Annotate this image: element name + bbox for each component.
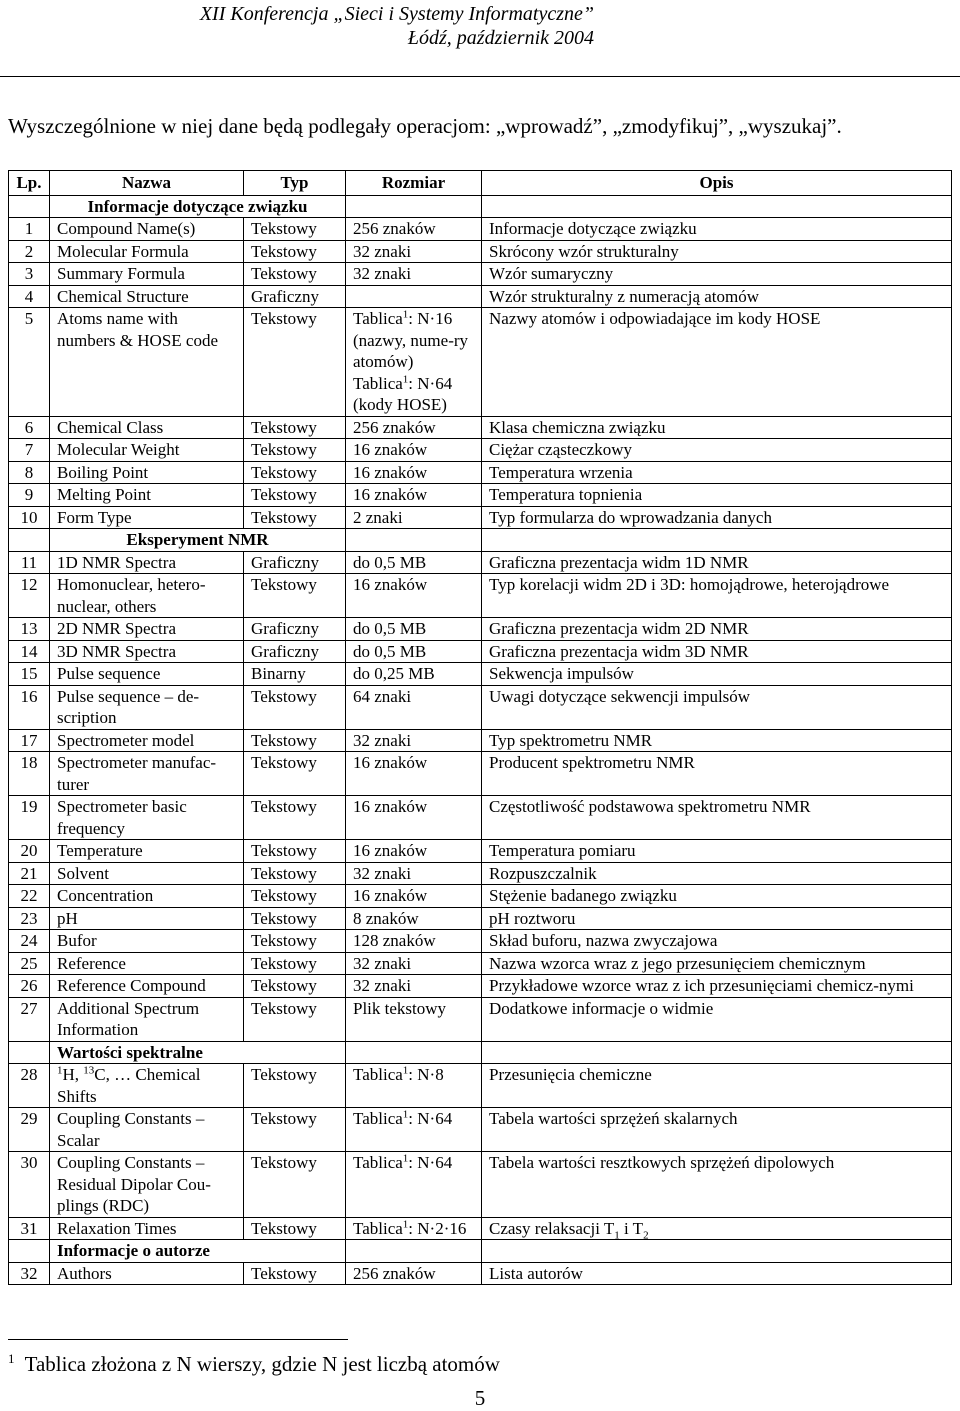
row-opis: Ciężar cząsteczkowy (482, 439, 952, 462)
rozmiar-part: : N·64 (408, 1109, 453, 1128)
row-rozmiar: 16 znaków (346, 840, 482, 863)
header-rozmiar: Rozmiar (346, 171, 482, 196)
row-typ: Tekstowy (244, 885, 346, 908)
section-row (9, 1240, 952, 1263)
row-nazwa: Relaxation Times (50, 1217, 244, 1240)
row-nazwa: Authors (50, 1262, 244, 1285)
row-lp: 25 (9, 952, 50, 975)
row-opis: Graficzna prezentacja widm 3D NMR (482, 640, 952, 663)
rozmiar-part: : N·8 (408, 1065, 444, 1084)
subscript: 1 (614, 1228, 620, 1241)
row-rozmiar: do 0,5 MB (346, 551, 482, 574)
row-opis: Rozpuszczalnik (482, 862, 952, 885)
opis-part: i T (619, 1218, 644, 1238)
footnote (8, 1352, 500, 1377)
table-row (9, 618, 952, 641)
intro-text: Wyszczególnione w niej dane będą podlegały operacjom: „wprowadź”, „zmodyfikuj”, „wyszukaj”. (8, 114, 842, 138)
row-lp: 31 (9, 1217, 50, 1240)
row-lp: 26 (9, 975, 50, 998)
footnote-ref: 1 (402, 372, 409, 385)
row-typ: Tekstowy (244, 975, 346, 998)
row-rozmiar: 32 znaki (346, 975, 482, 998)
row-typ: Tekstowy (244, 308, 346, 417)
row-opis: Temperatura wrzenia (482, 461, 952, 484)
row-typ: Tekstowy (244, 439, 346, 462)
row-nazwa: Coupling Constants – Scalar (50, 1108, 244, 1152)
row-typ: Tekstowy (244, 218, 346, 241)
row-opis: Wzór sumaryczny (482, 263, 952, 286)
row-typ: Tekstowy (244, 461, 346, 484)
footnote-ref: 1 (402, 1108, 409, 1121)
table-row (9, 1217, 952, 1240)
row-opis: Typ spektrometru NMR (482, 729, 952, 752)
header-typ: Typ (244, 171, 346, 196)
header-rule (0, 76, 960, 77)
row-lp: 14 (9, 640, 50, 663)
row-rozmiar: 32 znaki (346, 952, 482, 975)
table-row (9, 1152, 952, 1218)
row-lp: 18 (9, 752, 50, 796)
table-row (9, 240, 952, 263)
row-rozmiar: 32 znaki (346, 240, 482, 263)
row-lp: 8 (9, 461, 50, 484)
row-nazwa: pH (50, 907, 244, 930)
row-typ: Tekstowy (244, 416, 346, 439)
row-opis: Przesunięcia chemiczne (482, 1064, 952, 1108)
row-rozmiar: 128 znaków (346, 930, 482, 953)
header-opis: Opis (482, 171, 952, 196)
row-nazwa: Spectrometer manufac-turer (50, 752, 244, 796)
nazwa-part: C, … Chemical Shifts (57, 1065, 201, 1106)
table-row (9, 997, 952, 1041)
row-rozmiar (346, 285, 482, 308)
row-rozmiar: 16 znaków (346, 752, 482, 796)
row-opis: Klasa chemiczna związku (482, 416, 952, 439)
footnote-ref: 1 (402, 1152, 409, 1165)
rozmiar-part: : N·64 (408, 1153, 453, 1172)
row-typ: Tekstowy (244, 506, 346, 529)
table-row (9, 1064, 952, 1108)
row-nazwa: Temperature (50, 840, 244, 863)
table-row (9, 484, 952, 507)
table-row (9, 308, 952, 417)
table-row (9, 551, 952, 574)
row-rozmiar: 32 znaki (346, 862, 482, 885)
row-typ: Tekstowy (244, 1152, 346, 1218)
row-lp: 13 (9, 618, 50, 641)
row-lp: 15 (9, 663, 50, 686)
row-rozmiar: 16 znaków (346, 461, 482, 484)
row-nazwa: Chemical Structure (50, 285, 244, 308)
row-typ: Tekstowy (244, 1217, 346, 1240)
row-typ: Graficzny (244, 640, 346, 663)
row-typ: Graficzny (244, 551, 346, 574)
row-nazwa: Reference Compound (50, 975, 244, 998)
table-row (9, 285, 952, 308)
nazwa-part: H, (62, 1065, 84, 1084)
row-typ: Graficzny (244, 618, 346, 641)
footnote-text: Tablica złożona z N wierszy, gdzie N jest liczbą atomów (24, 1352, 500, 1376)
table-row (9, 461, 952, 484)
row-rozmiar: 32 znaki (346, 729, 482, 752)
row-opis: Tabela wartości sprzężeń skalarnych (482, 1108, 952, 1152)
section-title: Eksperyment NMR (50, 529, 346, 552)
table-row (9, 574, 952, 618)
row-nazwa: 1D NMR Spectra (50, 551, 244, 574)
row-opis: Skrócony wzór strukturalny (482, 240, 952, 263)
row-typ: Tekstowy (244, 574, 346, 618)
row-lp: 17 (9, 729, 50, 752)
table-row (9, 663, 952, 686)
row-nazwa: Pulse sequence – de-scription (50, 685, 244, 729)
row-nazwa: Coupling Constants – Residual Dipolar Cou-plings (RDC) (50, 1152, 244, 1218)
row-opis: Graficzna prezentacja widm 1D NMR (482, 551, 952, 574)
row-lp: 5 (9, 308, 50, 417)
table-row (9, 506, 952, 529)
section-row (9, 1041, 952, 1064)
row-rozmiar (346, 1217, 482, 1240)
row-typ: Tekstowy (244, 263, 346, 286)
section-row (9, 195, 952, 218)
row-opis: Częstotliwość podstawowa spektrometru NMR (482, 796, 952, 840)
row-rozmiar: 2 znaki (346, 506, 482, 529)
isotope-mark: 13 (83, 1064, 95, 1077)
row-typ: Tekstowy (244, 952, 346, 975)
row-lp: 22 (9, 885, 50, 908)
row-lp: 1 (9, 218, 50, 241)
row-nazwa: Molecular Weight (50, 439, 244, 462)
row-nazwa: Chemical Class (50, 416, 244, 439)
conference-title: XII Konferencja „Sieci i Systemy Informatyczne” (199, 3, 594, 25)
table-row (9, 416, 952, 439)
row-rozmiar: 256 znaków (346, 218, 482, 241)
row-opis: Typ formularza do wprowadzania danych (482, 506, 952, 529)
row-opis: Wzór strukturalny z numeracją atomów (482, 285, 952, 308)
row-rozmiar: 32 znaki (346, 263, 482, 286)
table-row (9, 729, 952, 752)
table-row (9, 685, 952, 729)
row-lp: 6 (9, 416, 50, 439)
row-rozmiar: 8 znaków (346, 907, 482, 930)
table-row (9, 862, 952, 885)
section-title: Informacje o autorze (50, 1240, 346, 1263)
row-opis: Nazwy atomów i odpowiadające im kody HOSE (482, 308, 952, 417)
table-row (9, 952, 952, 975)
row-nazwa: Molecular Formula (50, 240, 244, 263)
row-lp: 24 (9, 930, 50, 953)
isotope-mark: 1 (57, 1064, 63, 1077)
table-row (9, 1108, 952, 1152)
table-row (9, 263, 952, 286)
row-lp: 3 (9, 263, 50, 286)
header-nazwa: Nazwa (50, 171, 244, 196)
row-typ: Tekstowy (244, 930, 346, 953)
rozmiar-part: Tablica (353, 1065, 403, 1084)
row-typ: Tekstowy (244, 840, 346, 863)
table-row (9, 885, 952, 908)
row-opis: Stężenie badanego związku (482, 885, 952, 908)
row-lp: 28 (9, 1064, 50, 1108)
row-rozmiar (346, 1064, 482, 1108)
rozmiar-part: Tablica (353, 1153, 403, 1172)
row-nazwa: Additional Spectrum Information (50, 997, 244, 1041)
row-rozmiar: 16 znaków (346, 484, 482, 507)
row-nazwa: Melting Point (50, 484, 244, 507)
table-row (9, 218, 952, 241)
row-rozmiar (346, 1152, 482, 1218)
row-rozmiar (346, 1108, 482, 1152)
row-lp: 4 (9, 285, 50, 308)
page-number: 5 (474, 1386, 486, 1410)
row-lp: 21 (9, 862, 50, 885)
opis-part: Czasy relaksacji T (489, 1218, 615, 1238)
row-nazwa: Summary Formula (50, 263, 244, 286)
rozmiar-part: : N·64 (kody HOSE) (353, 373, 453, 414)
row-nazwa: Boiling Point (50, 461, 244, 484)
row-rozmiar: do 0,25 MB (346, 663, 482, 686)
row-typ: Tekstowy (244, 729, 346, 752)
footnote-ref: 1 (402, 1217, 409, 1230)
rozmiar-part: Tablica (353, 1109, 403, 1128)
row-lp: 10 (9, 506, 50, 529)
row-nazwa: Spectrometer basic frequency (50, 796, 244, 840)
table-row (9, 840, 952, 863)
row-nazwa: Pulse sequence (50, 663, 244, 686)
table-row (9, 439, 952, 462)
table-row (9, 1262, 952, 1285)
row-typ: Tekstowy (244, 796, 346, 840)
row-typ: Tekstowy (244, 1262, 346, 1285)
row-nazwa: 3D NMR Spectra (50, 640, 244, 663)
table-row (9, 930, 952, 953)
row-typ: Tekstowy (244, 1108, 346, 1152)
row-typ: Tekstowy (244, 240, 346, 263)
table-row (9, 752, 952, 796)
row-opis: Graficzna prezentacja widm 2D NMR (482, 618, 952, 641)
row-lp: 27 (9, 997, 50, 1041)
rozmiar-part: : N·2·16 (408, 1218, 467, 1238)
table-row (9, 796, 952, 840)
table-row (9, 907, 952, 930)
footnote-ref: 1 (402, 1064, 409, 1077)
row-lp: 9 (9, 484, 50, 507)
row-typ: Tekstowy (244, 907, 346, 930)
row-nazwa: Compound Name(s) (50, 218, 244, 241)
row-typ: Tekstowy (244, 862, 346, 885)
row-typ: Tekstowy (244, 997, 346, 1041)
row-typ: Tekstowy (244, 685, 346, 729)
row-lp: 7 (9, 439, 50, 462)
row-lp: 20 (9, 840, 50, 863)
row-rozmiar: 256 znaków (346, 1262, 482, 1285)
row-lp: 2 (9, 240, 50, 263)
row-nazwa (50, 1064, 244, 1108)
row-opis: Informacje dotyczące związku (482, 218, 952, 241)
footnote-ref: 1 (402, 308, 409, 321)
conference-place-date: Łódź, październik 2004 (407, 27, 594, 49)
table-row (9, 975, 952, 998)
row-opis: Typ korelacji widm 2D i 3D: homojądrowe, heterojądrowe (482, 574, 952, 618)
row-typ: Binarny (244, 663, 346, 686)
row-opis: Dodatkowe informacje o widmie (482, 997, 952, 1041)
row-rozmiar: 64 znaki (346, 685, 482, 729)
table-header-row (9, 171, 952, 196)
row-rozmiar: 16 znaków (346, 439, 482, 462)
section-title: Informacje dotyczące związku (50, 195, 346, 218)
row-opis: Przykładowe wzorce wraz z ich przesunięciami chemicz-nymi (482, 975, 952, 998)
row-rozmiar: do 0,5 MB (346, 640, 482, 663)
row-lp: 19 (9, 796, 50, 840)
row-rozmiar: 16 znaków (346, 796, 482, 840)
row-lp: 16 (9, 685, 50, 729)
row-rozmiar: 256 znaków (346, 416, 482, 439)
data-table (8, 170, 952, 1285)
row-rozmiar: Plik tekstowy (346, 997, 482, 1041)
row-typ: Tekstowy (244, 1064, 346, 1108)
row-lp: 12 (9, 574, 50, 618)
row-rozmiar: do 0,5 MB (346, 618, 482, 641)
row-lp: 29 (9, 1108, 50, 1152)
row-nazwa: 2D NMR Spectra (50, 618, 244, 641)
row-opis: Sekwencja impulsów (482, 663, 952, 686)
row-opis (482, 1217, 952, 1240)
row-opis: pH roztworu (482, 907, 952, 930)
row-opis: Temperatura pomiaru (482, 840, 952, 863)
row-lp: 11 (9, 551, 50, 574)
row-opis: Uwagi dotyczące sekwencji impulsów (482, 685, 952, 729)
row-nazwa: Atoms name with numbers & HOSE code (50, 308, 244, 417)
footnote-mark: 1 (8, 1351, 15, 1366)
row-typ: Tekstowy (244, 752, 346, 796)
rozmiar-part: Tablica (353, 309, 403, 328)
row-lp: 32 (9, 1262, 50, 1285)
table-row (9, 640, 952, 663)
header-lp: Lp. (9, 171, 50, 196)
row-nazwa: Reference (50, 952, 244, 975)
row-nazwa: Solvent (50, 862, 244, 885)
row-opis: Skład buforu, nazwa zwyczajowa (482, 930, 952, 953)
section-title: Wartości spektralne (50, 1041, 346, 1064)
row-opis: Producent spektrometru NMR (482, 752, 952, 796)
row-rozmiar: 16 znaków (346, 574, 482, 618)
row-nazwa: Homonuclear, hetero-nuclear, others (50, 574, 244, 618)
row-rozmiar: 16 znaków (346, 885, 482, 908)
row-lp: 23 (9, 907, 50, 930)
row-lp: 30 (9, 1152, 50, 1218)
row-nazwa: Spectrometer model (50, 729, 244, 752)
rozmiar-part: Tablica (353, 1218, 403, 1238)
row-nazwa: Bufor (50, 930, 244, 953)
row-rozmiar (346, 308, 482, 417)
row-typ: Tekstowy (244, 484, 346, 507)
row-typ: Graficzny (244, 285, 346, 308)
rozmiar-part: : N·16 (nazwy, nume-ry atomów) (353, 309, 469, 371)
row-nazwa: Form Type (50, 506, 244, 529)
subscript: 2 (643, 1228, 649, 1241)
row-opis: Temperatura topnienia (482, 484, 952, 507)
row-nazwa: Concentration (50, 885, 244, 908)
row-opis: Nazwa wzorca wraz z jego przesunięciem chemicznym (482, 952, 952, 975)
footnote-rule (8, 1339, 348, 1340)
rozmiar-part: Tablica (353, 373, 403, 393)
row-opis: Lista autorów (482, 1262, 952, 1285)
section-row (9, 529, 952, 552)
row-opis: Tabela wartości resztkowych sprzężeń dipolowych (482, 1152, 952, 1218)
